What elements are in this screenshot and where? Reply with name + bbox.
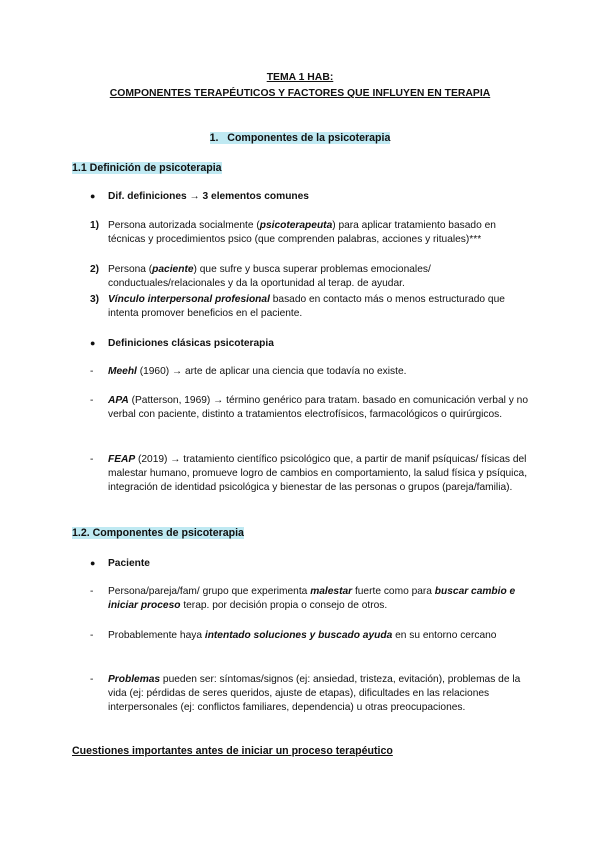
patient-point-2: - Probablemente haya intentado soluciones y buscado ayuda en su entorno cercano (90, 630, 497, 641)
subsection-1-2-title: 1.2. Componentes de psicoterapia (72, 527, 244, 539)
list-item: 2) Persona (paciente) que sufre y busca superar problemas emocionales/ conductuales/relacionales y da la oportunidad al terap. de ayudar. (90, 264, 431, 289)
bullet-definitions: ● Dif. definiciones → 3 elementos comunes (90, 191, 309, 202)
bullet-icon: ● (90, 191, 96, 201)
definition-apa: - APA (Patterson, 1969) → término genérico para tratam. basado en comunicación verbal y no verbal con paciente, distinto a tratamientos electrofísicos, farmacológicos o quirúrgicos. (90, 395, 528, 420)
bullet-classic-definitions: ● Definiciones clásicas psicoterapia (90, 338, 274, 349)
patient-point-3: - Problemas pueden ser: síntomas/signos (ej: ansiedad, tristeza, evitación), problemas de la vida (ej: pérdidas de seres queridos, ajuste de etapas), dificultades en las relaciones interpersonales (ej: conflictos familiares, dependencia) u otras preocupaciones. (90, 674, 521, 713)
bullet-icon: ● (90, 558, 96, 568)
patient-point-1: - Persona/pareja/fam/ grupo que experimenta malestar fuerte como para buscar cambio e iniciar proceso terap. por decisión propia o consejo de otros. (90, 586, 516, 611)
subsection-1-1-title: 1.1 Definición de psicoterapia (72, 162, 222, 174)
bullet-patient: ● Paciente (90, 558, 150, 569)
definition-feap: - FEAP (2019) → tratamiento científico psicológico que, a partir de manif psíquicas/ físicas del malestar humano, promueve logro de cambios en comportamiento, la salud física y psíquica, integración de identidad psicológica y bienestar de las personas o grupos (pareja/familia). (90, 454, 528, 493)
section-1-title: 1. Componentes de la psicoterapia (209, 132, 391, 144)
doc-title-line1: TEMA 1 HAB: (266, 72, 334, 83)
doc-title-line2: COMPONENTES TERAPÉUTICOS Y FACTORES QUE INFLUYEN EN TERAPIA (109, 88, 491, 99)
list-item: 3) Vínculo interpersonal profesional basado en contacto más o menos estructurado que intenta promover beneficios en el paciente. (90, 294, 505, 319)
bullet-icon: ● (90, 338, 96, 348)
definition-meehl: - Meehl (1960) → arte de aplicar una ciencia que todavía no existe. (90, 366, 407, 377)
list-item: 1) Persona autorizada socialmente (psicoterapeuta) para aplicar tratamiento basado en técnicas y procedimientos psico (que comprenden palabras, acciones y rituales)*** (90, 220, 496, 245)
closing-heading: Cuestiones importantes antes de iniciar un proceso terapéutico (72, 745, 393, 757)
